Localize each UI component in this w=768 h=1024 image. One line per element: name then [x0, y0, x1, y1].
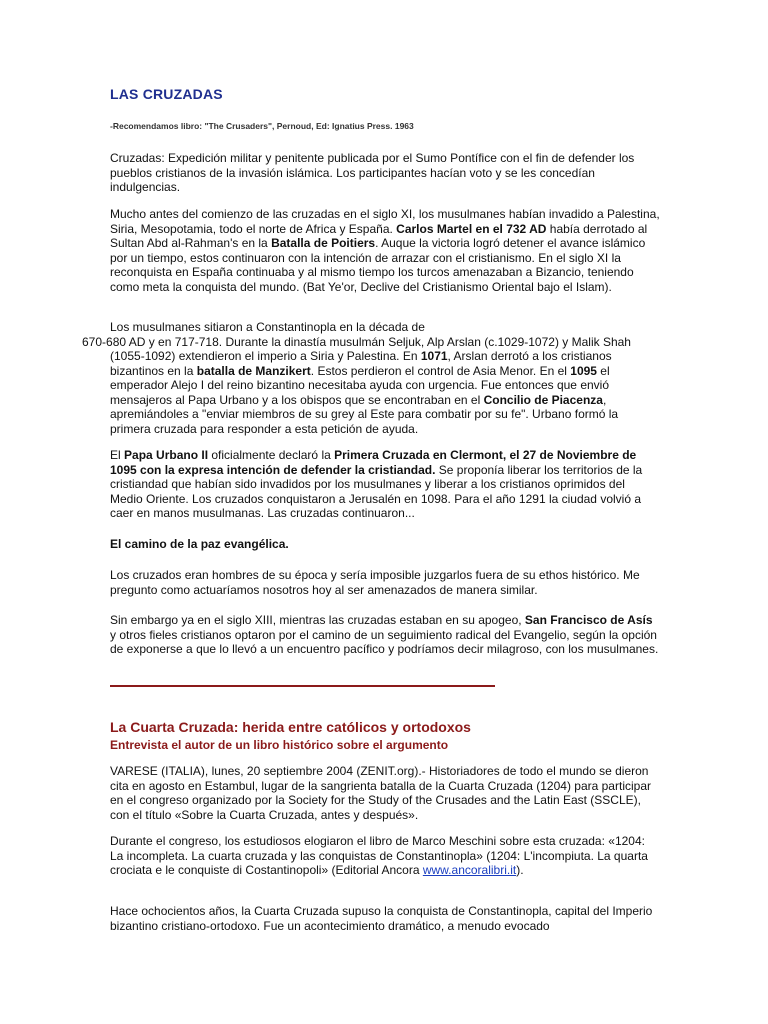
paragraph-san-francisco [110, 613, 660, 657]
section-title: La Cuarta Cruzada: herida entre católicos y ortodoxos [110, 719, 471, 735]
text-span: Se proponía liberar los territorios de la cristiandad que habían sido invadidos por los musulmanes y liberar a los cristianos oprimidos del Medio Oriente. Los cruzados conquistaron a Jerusalén en 1098. Para el año 1291 la ciudad volvió a caer en manos musulmanas. Las cruzadas continuaron... [110, 462, 643, 520]
paragraph-congress [110, 834, 660, 878]
text-span: ). [516, 863, 524, 877]
bold-text: Concilio de Piacenza [483, 392, 603, 407]
text-span: , Arslan derrotó a los cristianos bizantinos en la [110, 349, 612, 378]
bold-text: 1071 [420, 349, 448, 363]
ancora-link[interactable]: www.ancoralibri.it [422, 863, 517, 877]
text-span: . Estos perdieron el control de Asia Menor. En el [310, 363, 571, 378]
text-span: oficialmente declaró la [208, 448, 335, 462]
page-title: LAS CRUZADAS [110, 86, 223, 102]
text-span: El [110, 448, 125, 462]
paragraph-fourth-crusade: Hace ochocientos años, la Cuarta Cruzada supuso la conquista de Constantinopla, capital del Imperio bizantino cristiano-ortodoxo. Fue un acontecimiento dramático, a menudo evocado [110, 904, 653, 933]
bold-text: 1095 [570, 363, 597, 378]
text-span: Mucho antes del comienzo de las cruzadas en el siglo XI, los musulmanes habían invadido a Palestina, Siria, Mesopotamia, todo el norte de Africa y España. [110, 207, 660, 236]
text-span: Durante el congreso, los estudiosos elogiaron el libro de Marco Meschini sobre esta cruzada: «1204: La incompleta. La cuarta cruzada y las conquistas de Constantinopla» (1204: L'incompiuta. La quarta crociata e le conquiste di Costantinopoli» (Editorial Ancora [110, 834, 648, 877]
text-span: había derrotado al Sultan Abd al-Rahman's en la [110, 221, 648, 250]
paragraph-constantinople [82, 320, 660, 436]
book-recommendation: -Recomendamos libro: "The Crusaders", Pernoud, Ed: Ignatius Press. 1963 [110, 121, 414, 131]
paragraph-first-crusade [110, 448, 660, 521]
text-span: , apremiándoles a "enviar miembros de su grey al Este para combatir por su fe". Urbano formó la primera cruzada para responder a esta petición de ayuda. [110, 392, 619, 436]
paragraph-background [110, 207, 660, 294]
paragraph-crusaders-era: Los cruzados eran hombres de su época y sería imposible juzgarlos fuera de su ethos histórico. Me pregunto como actuaríamos nosotros hoy al ser amenazados de manera similar. [110, 568, 640, 597]
text-span: . Auque la victoria logró detener el avance islámico por un tiempo, estos continuaron con la intención de arrazar con el cristianismo. En el siglo XI la reconquista en España continuaba y al mismo tiempo los turcos amenazaban a Bizancio, teniendo como meta la conquista del mundo. (Bat Ye'or, Declive del Cristianismo Oriental bajo el Islam). [110, 236, 646, 294]
paragraph-varese: VARESE (ITALIA), lunes, 20 septiembre 2004 (ZENIT.org).- Historiadores de todo el mundo se dieron cita en agosto en Estambul, lugar de la sangrienta batalla de la Cuarta Cruzada (1204) para participar en el congreso organizado por la Society for the Study of the Crusades and the Latin East (SSCLE), con el título «Sobre la Cuarta Cruzada, antes y después». [110, 764, 651, 822]
bold-text: San Francisco de Asís [524, 613, 653, 627]
bold-text: Papa Urbano II [124, 448, 209, 462]
text-span: 670-680 AD y en 717-718. Durante la dinastía musulmán Seljuk, Alp Arslan (c.1029-1072) y Malik Shah (1055-1092) extendieron el imperio a Siria y Palestina. En [82, 334, 631, 363]
section-divider [110, 685, 495, 687]
bold-text: Primera Cruzada en Clermont, el 27 de Noviembre de 1095 con la expresa intención de defender la cristiandad. [110, 448, 637, 477]
text-span: Los musulmanes sitiaron a Constantinopla en la década de [110, 320, 425, 334]
paragraph-definition: Cruzadas: Expedición militar y penitente publicada por el Sumo Pontífice con el fin de defender los pueblos cristianos de la invasión islámica. Los participantes hacían voto y se les concedían indulgencias. [110, 151, 635, 194]
subheading-evangelical-peace: El camino de la paz evangélica. [110, 537, 289, 551]
bold-text: Batalla de Poitiers [271, 236, 376, 250]
section-subtitle: Entrevista el autor de un libro histórico sobre el argumento [110, 738, 449, 752]
text-span: el emperador Alejo I del reino bizantino necesitaba ayuda con urgencia. Fue entonces que envió mensajeros al Papa Urbano y a los obispos que se encontraban en el [110, 363, 610, 407]
text-span: Sin embargo ya en el siglo XIII, mientras las cruzadas estaban en su apogeo, [110, 613, 525, 627]
bold-text: batalla de Manzikert [196, 363, 311, 378]
text-span: y otros fieles cristianos optaron por el camino de un seguimiento radical del Evangelio, según la opción de exponerse a que lo llevó a un encuentro pacífico y podríamos decir milagroso, con los musulmanes. [110, 627, 659, 656]
bold-text: Carlos Martel en el 732 AD [396, 221, 547, 236]
